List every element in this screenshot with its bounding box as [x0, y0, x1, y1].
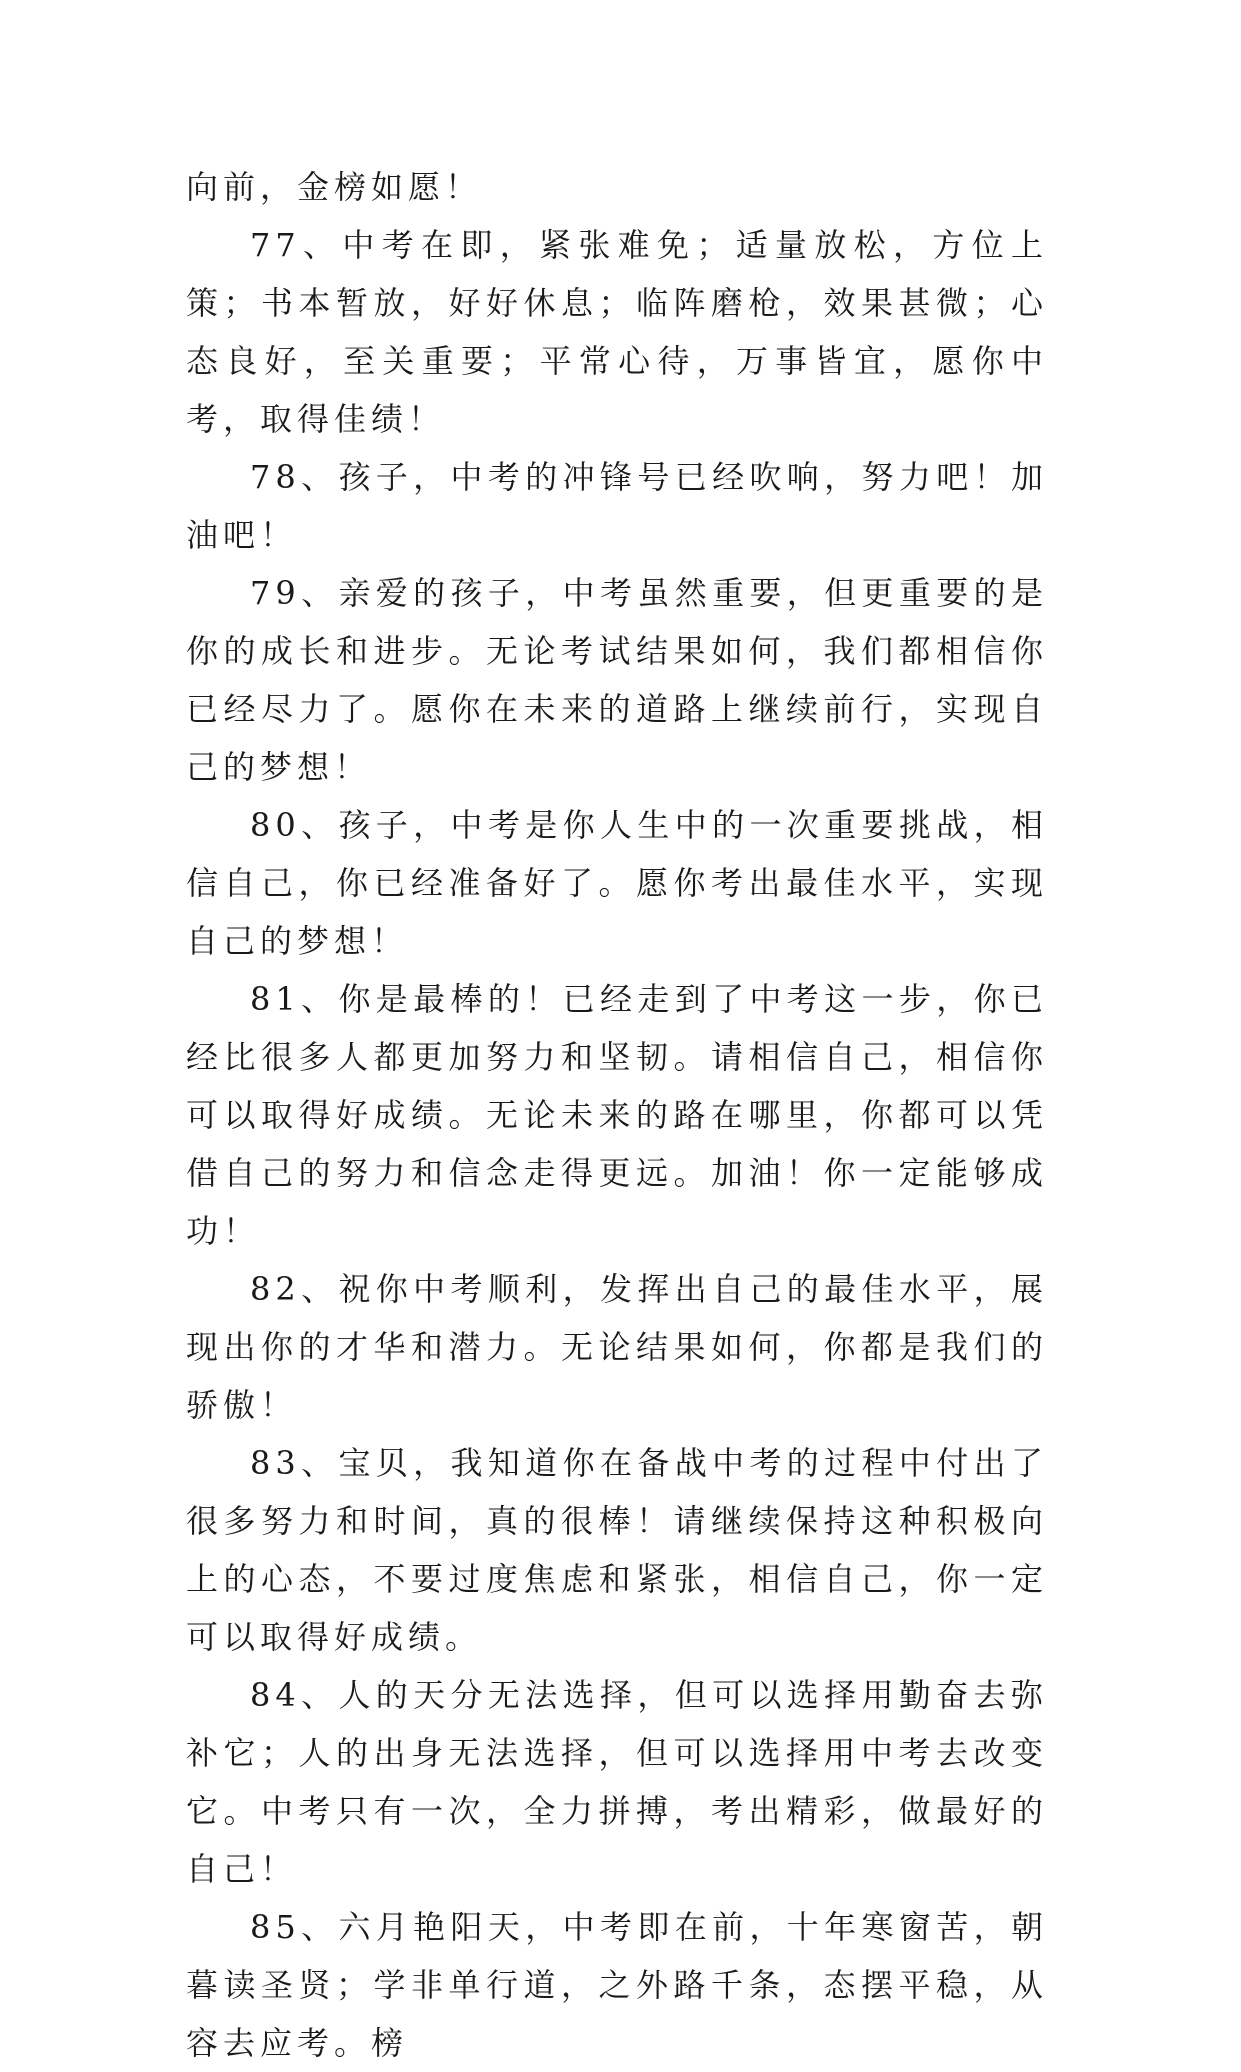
paragraph-85: 85、六月艳阳天，中考即在前，十年寒窗苦，朝暮读圣贤；学非单行道，之外路千条，态摆平稳，从容去应考。榜: [186, 1908, 1048, 2062]
paragraph-80: 80、孩子，中考是你人生中的一次重要挑战，相信自己，你已经准备好了。愿你考出最佳水平，实现自己的梦想！: [186, 806, 1048, 960]
paragraph-79: 79、亲爱的孩子，中考虽然重要，但更重要的是你的成长和进步。无论考试结果如何，我们都相信你已经尽力了。愿你在未来的道路上继续前行，实现自己的梦想！: [186, 574, 1048, 786]
paragraph-78: 78、孩子，中考的冲锋号已经吹响，努力吧！加油吧！: [186, 458, 1048, 554]
paragraph-83: 83、宝贝，我知道你在备战中考的过程中付出了很多努力和时间，真的很棒！请继续保持这种积极向上的心态，不要过度焦虑和紧张，相信自己，你一定可以取得好成绩。: [186, 1444, 1048, 1656]
paragraph-84: 84、人的天分无法选择，但可以选择用勤奋去弥补它；人的出身无法选择，但可以选择用中考去改变它。中考只有一次，全力拼搏，考出精彩，做最好的自己！: [186, 1676, 1048, 1888]
paragraph-82: 82、祝你中考顺利，发挥出自己的最佳水平，展现出你的才华和潜力。无论结果如何，你都是我们的骄傲！: [186, 1270, 1048, 1424]
paragraph-81: 81、你是最棒的！已经走到了中考这一步，你已经比很多人都更加努力和坚韧。请相信自己，相信你可以取得好成绩。无论未来的路在哪里，你都可以凭借自己的努力和信念走得更远。加油！你一定能够成功！: [186, 980, 1048, 1250]
paragraph-continuation: 向前，金榜如愿！: [186, 168, 483, 206]
paragraph-77: 77、中考在即，紧张难免；适量放松，方位上策；书本暂放，好好休息；临阵磨枪，效果甚微；心态良好，至关重要；平常心待，万事皆宜，愿你中考，取得佳绩！: [186, 226, 1048, 438]
document-body: [186, 158, 1048, 2072]
